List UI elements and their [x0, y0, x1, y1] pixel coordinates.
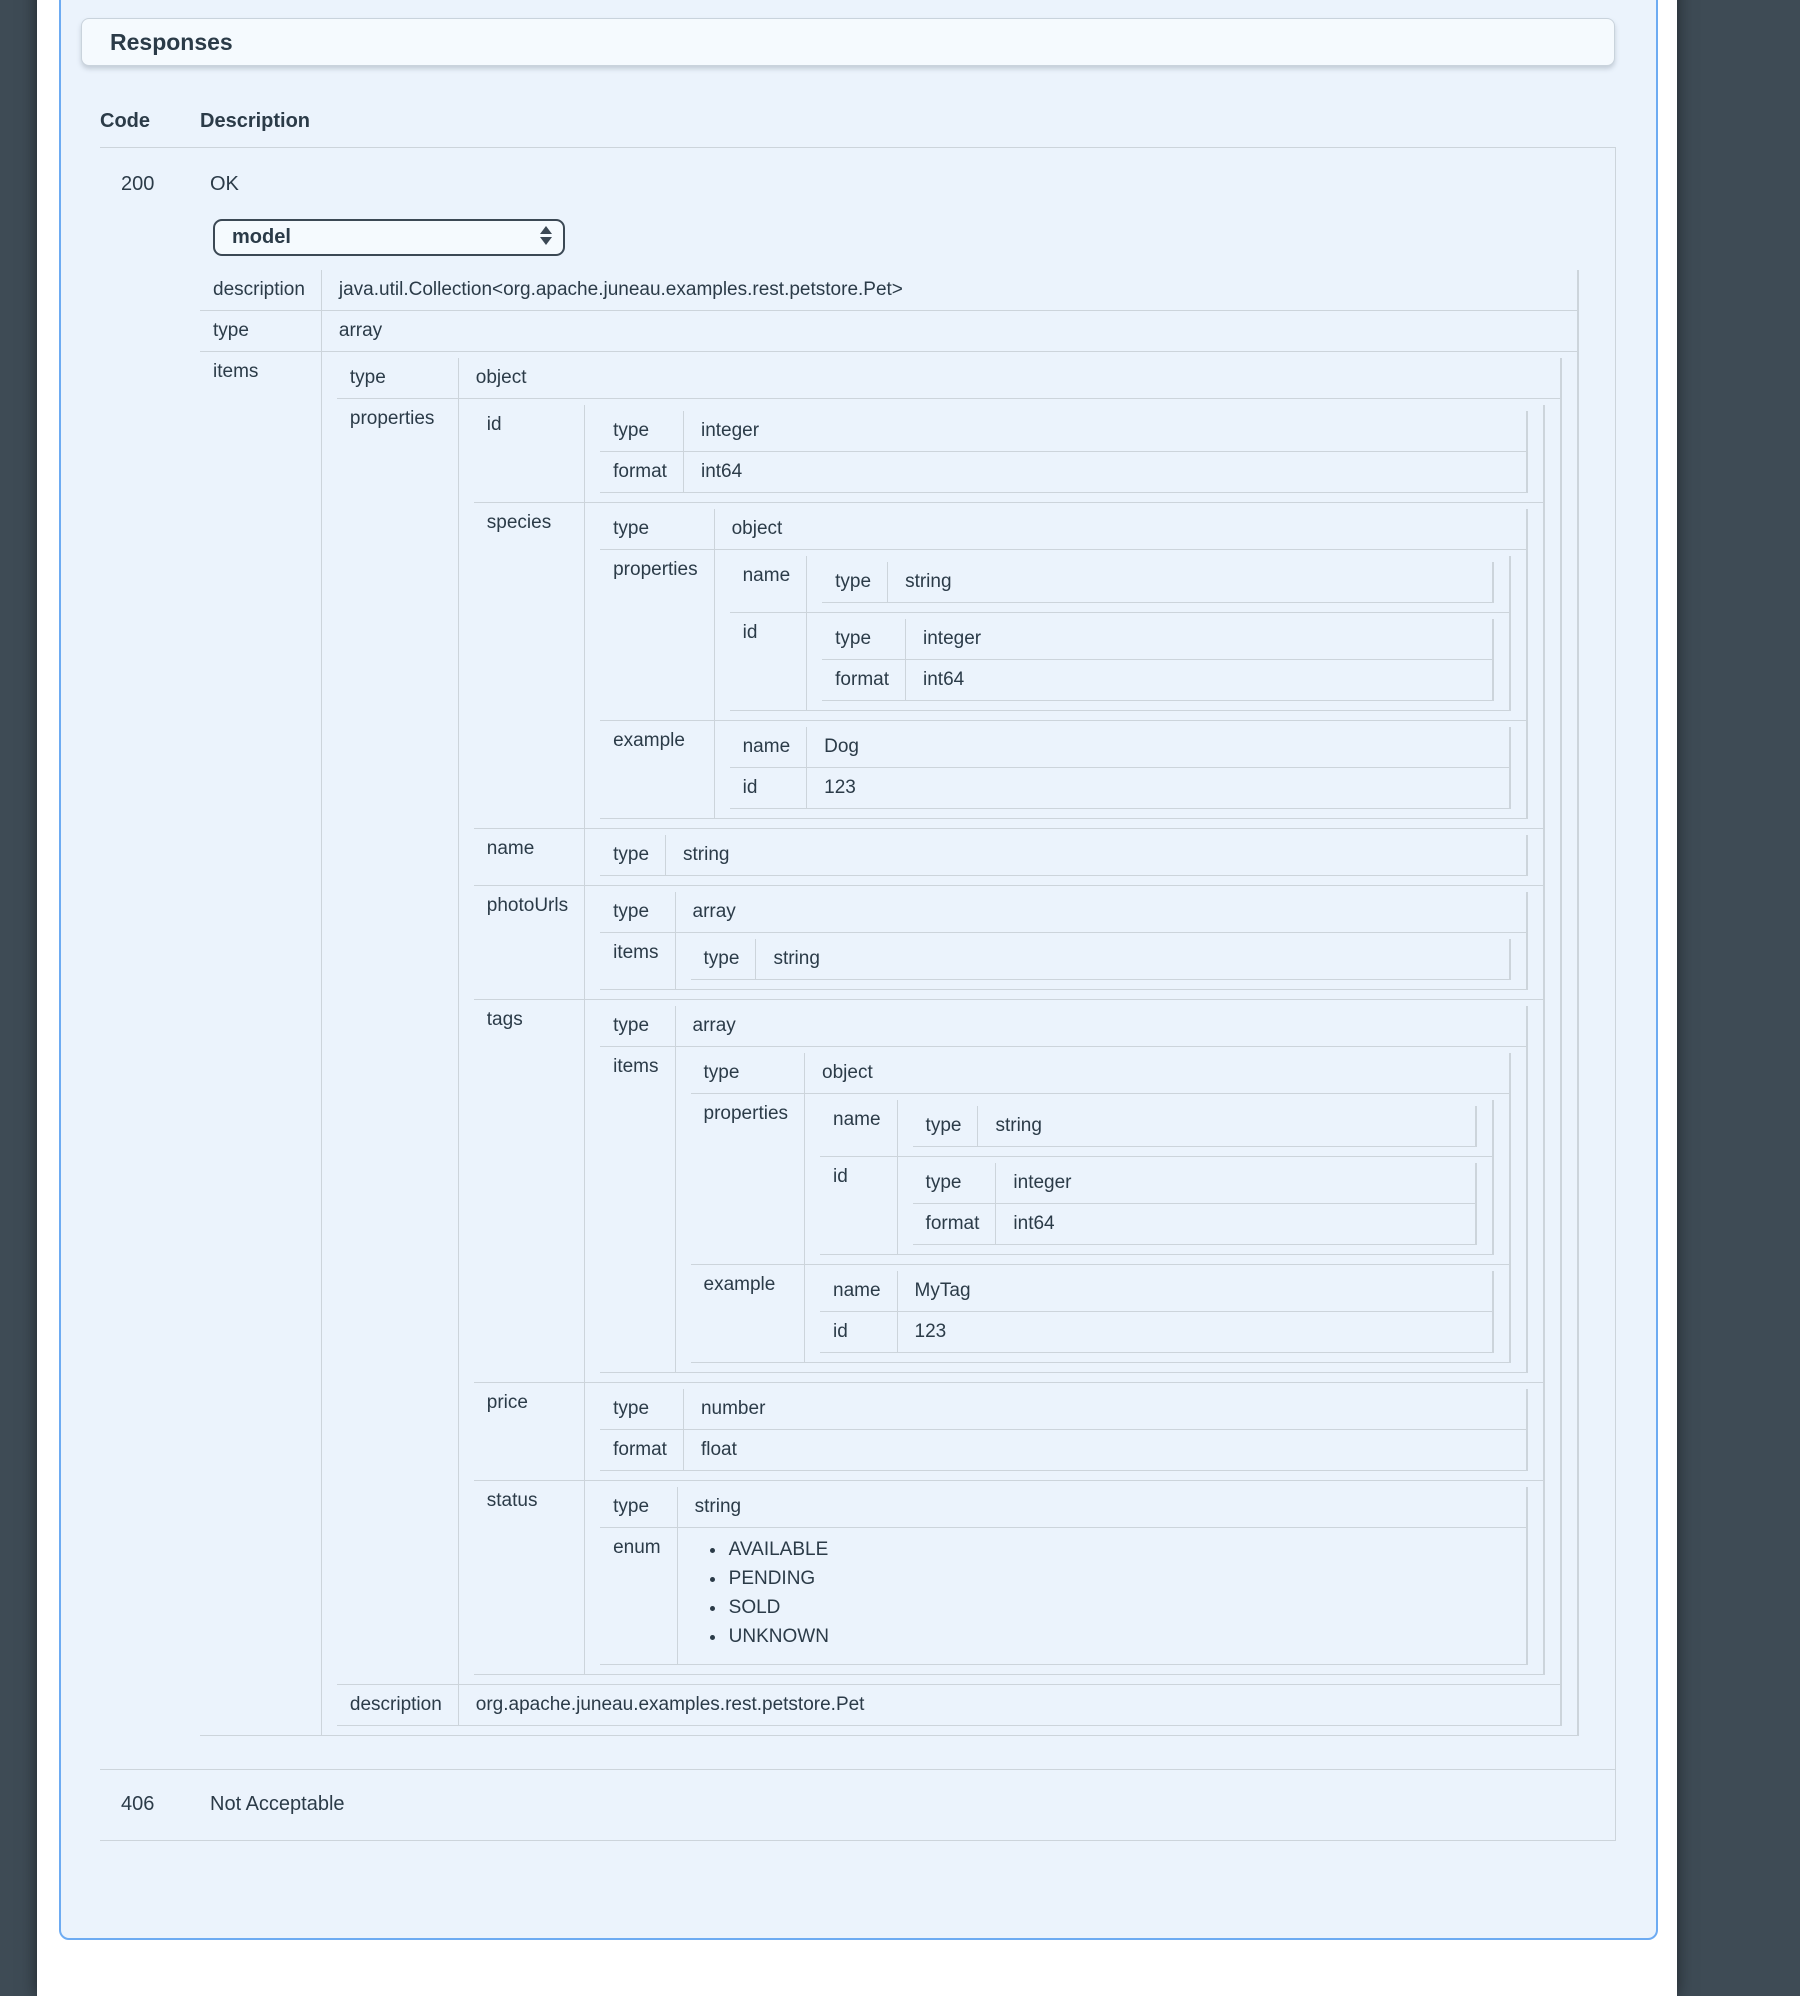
schema-row: [200, 311, 1578, 352]
schema-key: description: [337, 1685, 459, 1726]
schema-row: [600, 1430, 1527, 1471]
schema-key: price: [474, 1383, 585, 1481]
schema-value: [805, 1094, 1510, 1265]
schema-value: string: [756, 939, 1510, 980]
schema-key: type: [913, 1163, 997, 1204]
schema-row: [913, 1163, 1476, 1204]
schema-value: [676, 933, 1527, 990]
schema-key: properties: [337, 399, 459, 1685]
response-description-cell: [200, 148, 1616, 1770]
response-description: OK: [210, 173, 239, 195]
column-header-code: Code: [100, 110, 200, 148]
schema-value: [807, 556, 1510, 613]
schema-value: string: [678, 1487, 1527, 1528]
schema-key: example: [691, 1265, 806, 1363]
schema-row: [600, 1487, 1527, 1528]
schema-table: [600, 411, 1528, 493]
schema-key: items: [600, 933, 675, 990]
schema-key: id: [474, 405, 585, 503]
schema-value: Dog: [807, 727, 1510, 768]
schema-row: [822, 660, 1493, 701]
schema-key: type: [822, 619, 906, 660]
schema-value: string: [666, 835, 1527, 876]
schema-value: string: [888, 562, 1493, 603]
schema-key: format: [600, 452, 684, 493]
page-title: Responses: [110, 29, 233, 55]
schema-key: type: [691, 939, 757, 980]
schema-value: object: [805, 1053, 1510, 1094]
schema-key: name: [730, 556, 808, 613]
schema-key: id: [820, 1312, 898, 1353]
model-select-wrap: [213, 219, 565, 256]
schema-row: [691, 939, 1510, 980]
schema-key: type: [913, 1106, 979, 1147]
schema-value: integer: [906, 619, 1493, 660]
enum-value: • SOLD: [727, 1597, 1512, 1619]
schema-key: format: [913, 1204, 997, 1245]
schema-key: type: [600, 411, 684, 452]
panel-content: [61, 0, 1656, 1841]
schema-row: [200, 270, 1578, 311]
response-row-406: [100, 1770, 1616, 1841]
schema-value: [585, 1383, 1544, 1481]
schema-table: [822, 562, 1494, 603]
schema-table: [820, 1100, 1494, 1255]
schema-table-container: [210, 270, 1615, 1736]
schema-table: [600, 835, 1528, 876]
schema-table: [474, 405, 1545, 1675]
schema-value: org.apache.juneau.examples.rest.petstore.Pet: [459, 1685, 1561, 1726]
responses-section-header: [81, 18, 1615, 66]
schema-value: [715, 550, 1527, 721]
schema-key: format: [822, 660, 906, 701]
schema-row: [474, 405, 1544, 503]
schema-row: [337, 358, 1561, 399]
schema-table: [730, 556, 1511, 711]
schema-value: string: [978, 1106, 1476, 1147]
schema-row: [200, 352, 1578, 1736]
schema-key: name: [730, 727, 808, 768]
schema-value: [898, 1157, 1493, 1255]
schema-key: format: [600, 1430, 684, 1471]
schema-key: properties: [691, 1094, 806, 1265]
schema-table: [600, 1487, 1528, 1665]
schema-row: [730, 727, 1510, 768]
schema-key: photoUrls: [474, 886, 585, 1000]
schema-key: tags: [474, 1000, 585, 1383]
schema-key: status: [474, 1481, 585, 1675]
schema-table: [600, 509, 1528, 819]
schema-value: integer: [684, 411, 1527, 452]
schema-value: object: [459, 358, 1561, 399]
schema-row: [600, 835, 1527, 876]
enum-value: • UNKNOWN: [727, 1626, 1512, 1648]
schema-row: [600, 1528, 1527, 1665]
schema-key: type: [600, 1006, 675, 1047]
schema-table: [822, 619, 1494, 701]
schema-row: [474, 1383, 1544, 1481]
schema-row: [474, 503, 1544, 829]
schema-row: [337, 399, 1561, 1685]
schema-key: name: [820, 1271, 898, 1312]
schema-value: [585, 405, 1544, 503]
document-page: [37, 0, 1677, 1996]
schema-key: type: [337, 358, 459, 399]
schema-row: [730, 556, 1510, 613]
schema-value: [678, 1528, 1527, 1665]
schema-key: species: [474, 503, 585, 829]
schema-row: [820, 1157, 1493, 1255]
enum-value: • PENDING: [727, 1568, 1512, 1590]
schema-key: type: [200, 311, 322, 352]
schema-key: type: [600, 509, 715, 550]
schema-row: [691, 1094, 1510, 1265]
schema-value: int64: [906, 660, 1493, 701]
schema-row: [691, 1265, 1510, 1363]
schema-table: [600, 1389, 1528, 1471]
schema-key: id: [820, 1157, 898, 1255]
schema-row: [820, 1271, 1493, 1312]
schema-value: 123: [898, 1312, 1493, 1353]
schema-value: array: [676, 892, 1527, 933]
schema-value: integer: [996, 1163, 1476, 1204]
schema-row: [474, 829, 1544, 886]
schema-table: [913, 1106, 1477, 1147]
schema-row: [474, 1000, 1544, 1383]
schema-value: number: [684, 1389, 1527, 1430]
schema-key: id: [730, 613, 808, 711]
column-header-description: Description: [200, 110, 1616, 148]
schema-key: type: [600, 1389, 684, 1430]
schema-value: [807, 613, 1510, 711]
schema-row: [820, 1312, 1493, 1353]
schema-value: array: [322, 311, 1578, 352]
schema-row: [600, 1389, 1527, 1430]
schema-key: type: [600, 835, 666, 876]
schema-key: name: [820, 1100, 898, 1157]
schema-table: [200, 270, 1579, 1736]
schema-value: float: [684, 1430, 1527, 1471]
schema-row: [600, 892, 1527, 933]
schema-value: int64: [996, 1204, 1476, 1245]
schema-value: [715, 721, 1527, 819]
enum-value: • AVAILABLE: [727, 1539, 1512, 1561]
schema-value: [676, 1047, 1527, 1373]
schema-row: [600, 509, 1527, 550]
schema-value: [585, 829, 1544, 886]
schema-table: [337, 358, 1562, 1726]
schema-key: id: [730, 768, 808, 809]
schema-row: [337, 1685, 1561, 1726]
responses-panel: [59, 0, 1658, 1940]
schema-row: [600, 411, 1527, 452]
schema-key: example: [600, 721, 715, 819]
schema-table: [730, 727, 1511, 809]
schema-table: [691, 939, 1511, 980]
response-row-200: [100, 148, 1616, 1770]
schema-value: [585, 1000, 1544, 1383]
response-code: 200: [100, 148, 200, 1770]
response-code: 406: [100, 1770, 200, 1841]
model-select[interactable]: [213, 219, 565, 256]
schema-row: [600, 721, 1527, 819]
schema-key: description: [200, 270, 322, 311]
schema-table: [820, 1271, 1494, 1353]
response-description: Not Acceptable: [200, 1770, 1616, 1841]
schema-row: [913, 1204, 1476, 1245]
schema-value: [585, 886, 1544, 1000]
schema-value: [898, 1100, 1493, 1157]
schema-value: [805, 1265, 1510, 1363]
schema-value: array: [676, 1006, 1527, 1047]
schema-value: MyTag: [898, 1271, 1493, 1312]
schema-row: [600, 452, 1527, 493]
schema-value: object: [715, 509, 1527, 550]
schema-key: type: [600, 892, 675, 933]
schema-row: [913, 1106, 1476, 1147]
schema-key: properties: [600, 550, 715, 721]
schema-value: [585, 503, 1544, 829]
schema-row: [691, 1053, 1510, 1094]
responses-table-header-row: [100, 110, 1616, 148]
schema-row: [730, 613, 1510, 711]
responses-table: [100, 110, 1616, 1841]
schema-table: [691, 1053, 1511, 1363]
schema-value: 123: [807, 768, 1510, 809]
responses-table-zone: [100, 110, 1616, 1841]
schema-value: int64: [684, 452, 1527, 493]
schema-table: [600, 892, 1528, 990]
enum-list: [695, 1539, 1512, 1648]
schema-row: [474, 1481, 1544, 1675]
schema-row: [822, 619, 1493, 660]
schema-key: type: [691, 1053, 806, 1094]
schema-row: [600, 1047, 1527, 1373]
schema-value: [585, 1481, 1544, 1675]
schema-key: enum: [600, 1528, 678, 1665]
schema-row: [474, 886, 1544, 1000]
schema-value: [322, 352, 1578, 1736]
schema-table: [600, 1006, 1528, 1373]
schema-row: [600, 933, 1527, 990]
schema-value: [459, 399, 1561, 1685]
schema-row: [600, 1006, 1527, 1047]
schema-key: type: [600, 1487, 678, 1528]
schema-row: [600, 550, 1527, 721]
schema-value: java.util.Collection<org.apache.juneau.examples.rest.petstore.Pet>: [322, 270, 1578, 311]
schema-key: items: [200, 352, 322, 1736]
schema-key: name: [474, 829, 585, 886]
schema-table: [913, 1163, 1477, 1245]
schema-key: type: [822, 562, 888, 603]
schema-key: items: [600, 1047, 675, 1373]
schema-row: [820, 1100, 1493, 1157]
schema-row: [730, 768, 1510, 809]
schema-row: [822, 562, 1493, 603]
